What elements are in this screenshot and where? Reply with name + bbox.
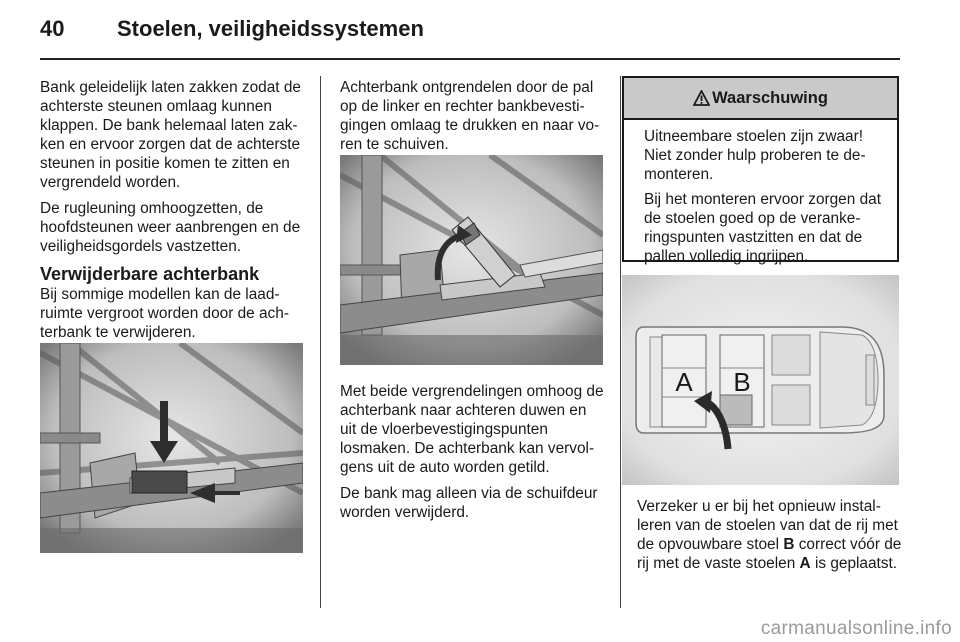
warning-box [622, 76, 899, 265]
warning-paragraph-heavy: Uitneembare stoelen zijn zwaar! Niet zonder hulp proberen te demonteren. [644, 128, 866, 183]
seat-label-a: A [675, 367, 693, 397]
column-1 [40, 78, 305, 349]
column-3 [637, 497, 902, 580]
paragraph-unlock-bench: Achterbank ontgrendelen door de pal op de linker en rechter bankbevestigingen omlaag te drukken en naar voren te schuiven. [340, 79, 600, 153]
column-divider-1 [320, 76, 321, 608]
label-a: A [799, 555, 811, 572]
paragraph-sliding-door: De bank mag alleen via de schuifdeur worden verwijderd. [340, 485, 598, 521]
column-divider-2 [620, 76, 621, 608]
reinstall-text-2: correct vóór de rij met de vaste stoelen [637, 536, 902, 572]
figure-seat-layout [622, 275, 899, 485]
page-title: Stoelen, veiligheidssystemen [117, 16, 424, 41]
page-number: 40 [40, 16, 65, 41]
warning-triangle-icon [693, 90, 710, 106]
header-rule [40, 58, 900, 60]
paragraph-lower-bench: Bank geleidelijk laten zakken zodat de achterste steunen omlaag kunnen klappen. De bank helemaal laten zakken en ervoor zorgen dat de achterste steunen in positie komen te zitten en vergrendeld worden. [40, 79, 301, 191]
figure-latch-raised [340, 155, 603, 365]
warning-title: Waarschuwing [712, 88, 828, 107]
column-2 [340, 78, 605, 161]
column-2-lower [340, 382, 605, 529]
section-heading: Verwijderbare achterbank [40, 264, 260, 284]
figure-seat-anchor-release [40, 343, 303, 553]
warning-paragraph-mounting: Bij het monteren ervoor zorgen dat de stoelen goed op de verankeringspunten vastzitten en dat de pallen volledig ingrijpen. [644, 191, 881, 265]
paragraph-raise-backrest: De rugleuning omhoogzetten, de hoofdsteunen weer aanbrengen en de veiligheidsgordels vastzetten. [40, 200, 301, 255]
reinstall-text-1: Verzeker u er bij het opnieuw installeren van de stoelen van dat de rij met de opvouwbare stoel [637, 498, 898, 553]
paragraph-removable-intro: Bij sommige modellen kan de laadruimte vergroot worden door de achterbank te verwijderen. [40, 286, 289, 341]
watermark-footer: carmanualsonline.info [760, 618, 952, 639]
paragraph-push-bench-back: Met beide vergrendelingen omhoog de achterbank naar achteren duwen en uit de vloerbevestigingspunten losmaken. De achterbank kan vervolgens uit de auto worden getild. [340, 383, 604, 476]
warning-header [624, 78, 897, 120]
warning-body [624, 120, 897, 266]
paragraph-reinstall [637, 497, 902, 573]
reinstall-text-3: is geplaatst. [810, 555, 898, 572]
label-b: B [783, 536, 795, 553]
seat-label-b: B [733, 367, 751, 397]
